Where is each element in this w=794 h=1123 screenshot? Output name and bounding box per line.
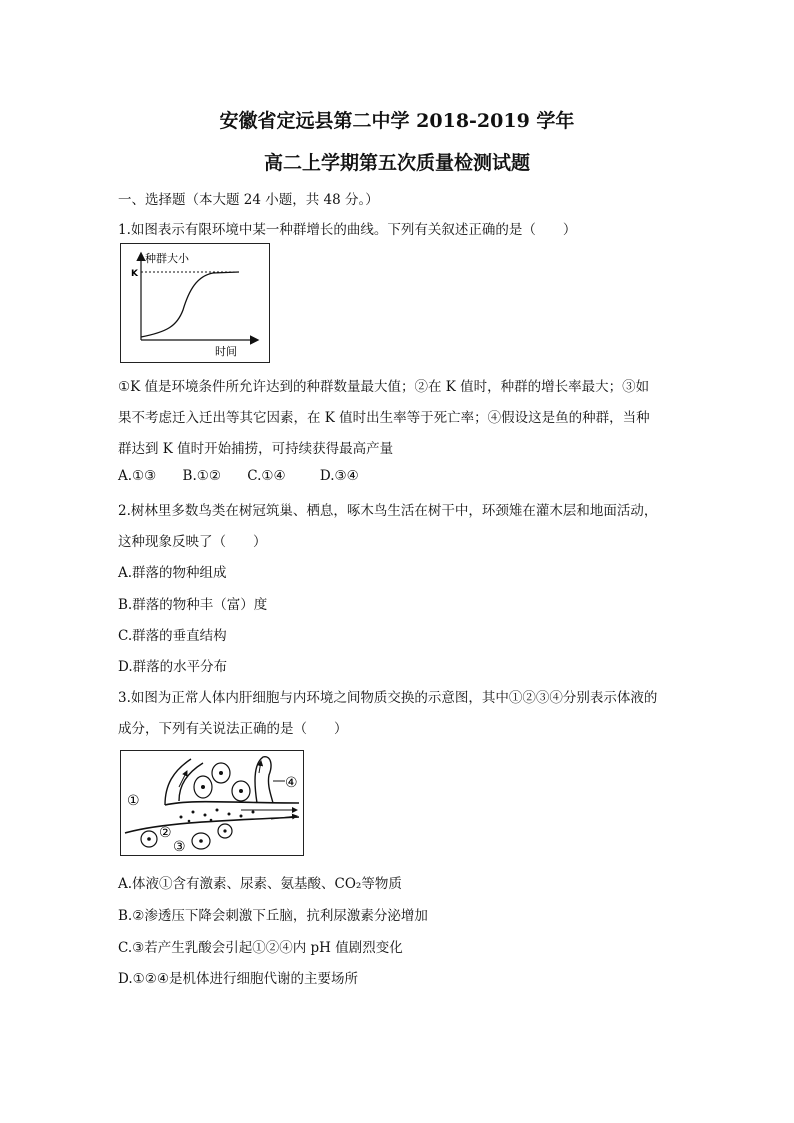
q1-option-b[interactable]: B.①②: [182, 468, 221, 484]
q1-statement-line-3: 群达到 K 值时开始捕捞，可持续获得最高产量: [118, 441, 394, 457]
q1-figure: [120, 243, 270, 363]
q2-stem-line-2: 这种现象反映了（ ）: [118, 534, 267, 550]
document-title: 安徽省定远县第二中学 2018-2019 学年: [219, 110, 575, 132]
q1-stem: 1.如图表示有限环境中某一种群增长的曲线。下列有关叙述正确的是（ ）: [118, 222, 577, 238]
q3-label-4: ④: [285, 775, 298, 791]
q1-x-label: 时间: [215, 345, 237, 358]
q1-k-label: K: [131, 269, 138, 279]
q1-s-curve: [141, 272, 239, 337]
q1-statement-line-2: 果不考虑迁入迁出等其它因素，在 K 值时出生率等于死亡率；④假设这是鱼的种群，当种: [118, 410, 650, 426]
q2-option-a[interactable]: A.群落的物种组成: [118, 565, 227, 581]
q3-stem-line-2: 成分，下列有关说法正确的是（ ）: [118, 721, 348, 737]
q3-capillary-upper-wall: [165, 802, 299, 805]
q3-upper-loop: [255, 757, 273, 803]
document-subtitle: 高二上学期第五次质量检测试题: [263, 152, 530, 174]
q1-growth-curve-diagram: [121, 244, 269, 362]
section-heading: 一、选择题（本大题 24 小题，共 48 分。）: [118, 192, 379, 208]
q3-option-c[interactable]: C.③若产生乳酸会引起①②④内 pH 值剧烈变化: [118, 940, 403, 956]
q2-stem-line-1: 2.树林里多数鸟类在树冠筑巢、栖息，啄木鸟生活在树干中，环颈雉在灌木层和地面活动，: [118, 503, 658, 519]
q3-option-d[interactable]: D.①②④是机体进行细胞代谢的主要场所: [118, 971, 358, 987]
q2-option-c[interactable]: C.群落的垂直结构: [118, 628, 227, 644]
q3-option-a[interactable]: A.体液①含有激素、尿素、氨基酸、CO₂等物质: [118, 876, 402, 892]
q1-options: [118, 468, 381, 484]
q2-option-d[interactable]: D.群落的水平分布: [118, 659, 228, 675]
q1-option-a[interactable]: A.①③: [118, 468, 157, 484]
q3-stem-line-1: 3.如图为正常人体内肝细胞与内环境之间物质交换的示意图，其中①②③④分别表示体液的: [118, 690, 658, 706]
q3-figure: [120, 750, 304, 856]
q3-label-2: ②: [159, 825, 172, 841]
q1-statement-line-1: ①K 值是环境条件所允许达到的种群数量最大值；②在 K 值时，种群的增长率最大；③如: [118, 379, 650, 395]
q3-lymph-vessel: [165, 759, 191, 805]
q3-liver-cell-exchange-diagram: [121, 751, 303, 855]
q2-option-b[interactable]: B.群落的物种丰（富）度: [118, 597, 268, 613]
q1-option-d[interactable]: D.③④: [319, 468, 359, 484]
q3-label-1: ①: [127, 793, 140, 809]
q1-option-c[interactable]: C.①④: [247, 468, 286, 484]
q3-option-b[interactable]: B.②渗透压下降会刺激下丘脑，抗利尿激素分泌增加: [118, 908, 428, 924]
q3-label-3: ③: [173, 839, 186, 855]
q1-y-label: 种群大小: [145, 252, 189, 265]
